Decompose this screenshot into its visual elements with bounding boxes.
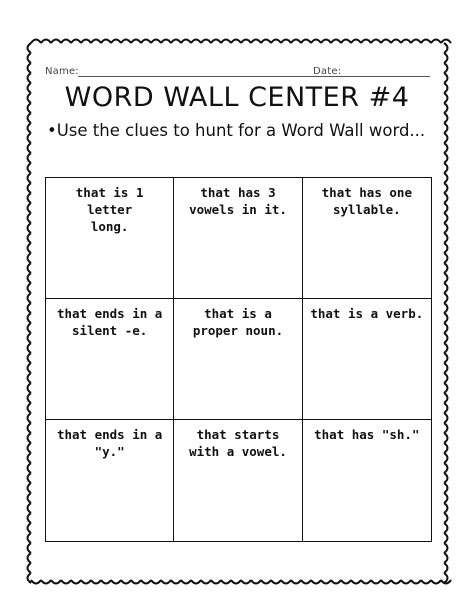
clue-cell[interactable] [303, 178, 431, 299]
date-label: Date: [313, 66, 342, 77]
clue-cell[interactable] [46, 299, 174, 420]
clue-cell[interactable] [303, 299, 431, 420]
clue-text: that has "sh." [314, 427, 420, 442]
name-field[interactable] [78, 66, 349, 77]
clue-cell[interactable] [174, 299, 302, 420]
clue-text: that is 1 letter long. [75, 185, 144, 234]
clue-cell[interactable] [46, 420, 174, 541]
name-label: Name: [45, 66, 79, 77]
clue-text: that ends in a "y." [56, 427, 163, 459]
instructions: •Use the clues to hunt for a Word Wall word... [47, 121, 426, 140]
clue-text: that has one syllable. [321, 185, 412, 217]
page-title: WORD WALL CENTER #4 [64, 82, 410, 113]
clue-cell[interactable] [46, 178, 174, 299]
clue-cell[interactable] [174, 178, 302, 299]
clue-grid [45, 177, 432, 542]
name-date-line [45, 66, 430, 82]
date-field[interactable] [343, 66, 430, 77]
clue-text: that has 3 vowels in it. [189, 185, 287, 217]
clue-text: that starts with a vowel. [189, 427, 287, 459]
clue-text: that is a proper noun. [192, 306, 284, 338]
clue-text: that is a verb. [310, 306, 424, 321]
clue-cell[interactable] [303, 420, 431, 541]
clue-text: that ends in a silent -e. [56, 306, 163, 338]
clue-cell[interactable] [174, 420, 302, 541]
